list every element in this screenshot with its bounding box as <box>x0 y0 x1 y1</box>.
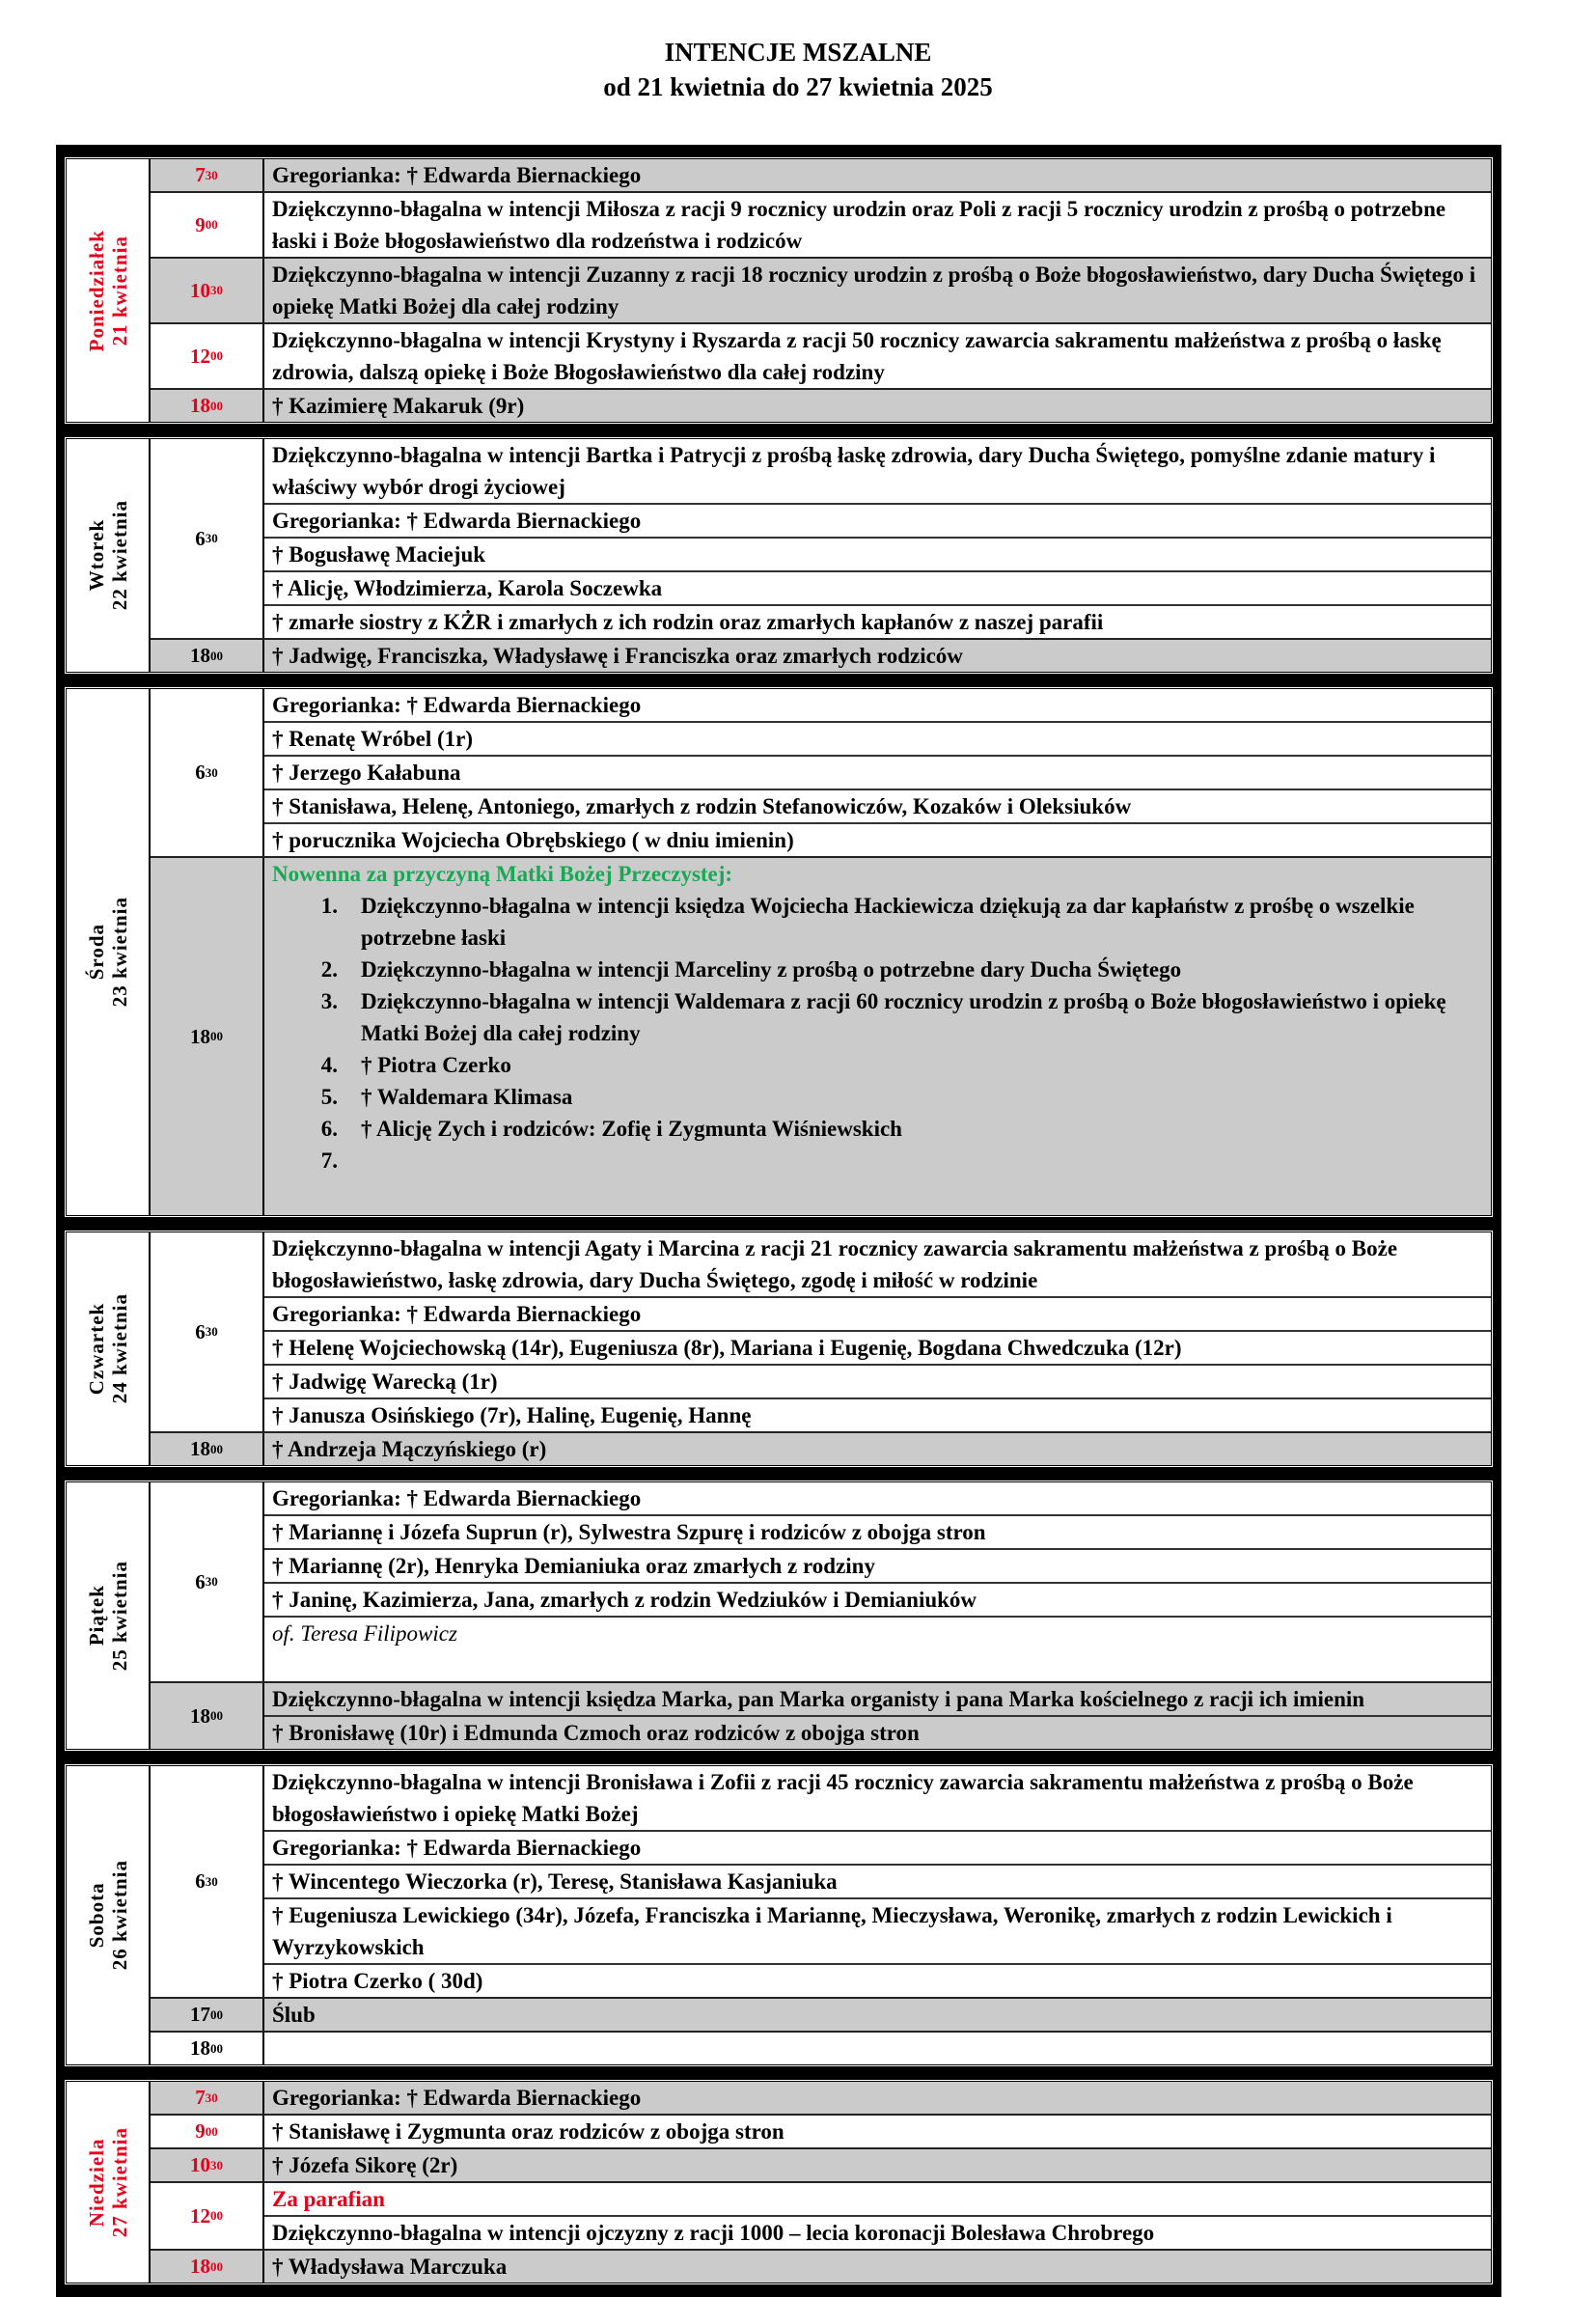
intention: † zmarłe siostry z KŻR i zmarłych z ich rodzin oraz zmarłych kapłanów z naszej parafii <box>272 610 1104 634</box>
intention: Gregorianka: † Edwarda Biernackiego <box>264 1482 1491 1516</box>
intention: Gregorianka: † Edwarda Biernackiego <box>272 2086 642 2110</box>
intention: † Alicję, Włodzimierza, Karola Soczewka <box>264 572 1491 606</box>
intention: † Józefa Sikorę (2r) <box>272 2153 458 2177</box>
novena-item-number: 6. <box>320 1117 338 1141</box>
mass-slot <box>151 259 1491 324</box>
intention: Dziękczynno-błagalna w intencji księdza Marka, pan Marka organisty i pana Marka kościelnego z racji ich imienin <box>264 1683 1491 1717</box>
mass-slot <box>151 640 1491 672</box>
intentions <box>264 324 1491 388</box>
novena-item <box>264 1049 1483 1081</box>
intentions <box>264 439 1491 638</box>
intention: Dziękczynno-błagalna w intencji ojczyzny z racji 1000 – lecia koronacji Bolesława Chrobrego <box>272 2221 1155 2245</box>
intention: † Władysława Marczuka <box>272 2255 508 2279</box>
mass-slot <box>151 439 1491 640</box>
mass-slot <box>151 390 1491 422</box>
day-label <box>67 1232 151 1465</box>
mass-time: 12 00 <box>151 324 264 388</box>
intention: Gregorianka: † Edwarda Biernackiego <box>264 689 1491 723</box>
novena-item-text: † Waldemara Klimasa <box>361 1085 573 1109</box>
day-name-date: Piątek 25 kwietnia <box>84 1560 131 1672</box>
novena-item-number: 3. <box>320 989 338 1013</box>
time-hour: 18 <box>190 2255 210 2278</box>
intentions <box>264 1683 1491 1749</box>
novena <box>264 858 1491 1215</box>
intention: † Jerzego Kałabuna <box>264 757 1491 790</box>
mass-slot <box>151 2251 1491 2283</box>
day-name-date: Środa 23 kwietnia <box>84 897 131 1008</box>
novena-item <box>264 890 1483 954</box>
intention: † Eugeniusza Lewickiego (34r), Józefa, Franciszka i Mariannę, Mieczysława, Weronikę, zmarłych z rodzin Lewickich i Wyrzykowskich <box>264 1899 1491 1965</box>
novena-item-text: † Alicję Zych i rodziców: Zofię i Zygmunta Wiśniewskich <box>361 1117 902 1141</box>
time-slots <box>151 1232 1491 1465</box>
day-label <box>67 689 151 1215</box>
novena-item-text <box>361 1145 1483 1176</box>
novena-item-number: 5. <box>320 1085 338 1109</box>
intention: † Kazimierę Makaruk (9r) <box>272 394 525 418</box>
mass-time: 6 30 <box>151 1232 264 1431</box>
mass-time: 18 00 <box>151 1433 264 1465</box>
novena-item-number: 4. <box>320 1053 338 1077</box>
mass-time: 6 30 <box>151 689 264 856</box>
day-label <box>67 439 151 672</box>
intention: Gregorianka: † Edwarda Biernackiego <box>264 1832 1491 1866</box>
intention: † Andrzeja Mączyńskiego (r) <box>272 1437 547 1461</box>
intention: Gregorianka: † Edwarda Biernackiego <box>272 163 642 187</box>
time-hour: 10 <box>190 2153 210 2176</box>
intention: † Jadwigę, Franciszka, Władysławę i Franciszka oraz zmarłych rodziców <box>272 644 963 668</box>
intention: Za parafian <box>264 2183 1491 2217</box>
mass-slot <box>151 1232 1491 1433</box>
day-label <box>67 2082 151 2283</box>
intentions <box>264 858 1491 1215</box>
time-hour: 12 <box>190 344 210 368</box>
mass-time: 18 00 <box>151 390 264 422</box>
mass-slot <box>151 689 1491 858</box>
intention: Gregorianka: † Edwarda Biernackiego <box>264 505 1491 539</box>
intention: Dziękczynno-błagalna w intencji Bronisława i Zofii z racji 45 rocznicy zawarcia sakramentu małżeństwa z prośbą o Boże błogosławieństwo i opiekę Matki Bożej <box>264 1766 1491 1832</box>
mass-slot <box>151 324 1491 390</box>
mass-slot <box>151 193 1491 259</box>
mass-time: 9 00 <box>151 193 264 257</box>
novena-item-text: Dziękczynno-błagalna w intencji Marceliny z prośbą o potrzebne dary Ducha Świętego <box>361 957 1182 982</box>
novena-item-number: 2. <box>320 957 338 982</box>
intention: † Stanisławę i Zygmunta oraz rodziców z obojga stron <box>272 2119 784 2144</box>
intention: Dziękczynno-błagalna w intencji Agaty i Marcina z racji 21 rocznicy zawarcia sakramentu małżeństwa z prośbą o Boże błogosławieństwo, łaskę zdrowia, dary Ducha Świętego, zgodę i miłość w rodzinie <box>264 1232 1491 1298</box>
time-hour: 7 <box>195 163 206 186</box>
intention: † Janinę, Kazimierza, Jana, zmarłych z rodzin Wedziuków i Demianiuków <box>264 1584 1491 1618</box>
day-name-date: Poniedziałek 21 kwietnia <box>84 229 131 352</box>
time-hour: 18 <box>190 1703 210 1728</box>
intentions <box>264 1999 1491 2031</box>
intention: † Bronisławę (10r) i Edmunda Czmoch oraz rodziców z obojga stron <box>272 1721 920 1745</box>
mass-time: 6 30 <box>151 1482 264 1681</box>
time-slots <box>151 1766 1491 2064</box>
novena-title: Nowenna za przyczyną Matki Bożej Przeczystej: <box>272 862 733 886</box>
mass-slot <box>151 2082 1491 2116</box>
intention: Dziękczynno-błagalna w intencji Miłosza z racji 9 rocznicy urodzin oraz Poli z racji 5 rocznicy urodzin z prośbą o potrzebne łaski i Boże błogosławieństwo dla rodzeństwa i rodziców <box>272 197 1446 253</box>
mass-slot <box>151 2149 1491 2183</box>
page-subtitle: od 21 kwietnia do 27 kwietnia 2025 <box>603 72 993 101</box>
day-block <box>64 1480 1494 1752</box>
intention: † Janusza Osińskiego (7r), Halinę, Eugenię, Hannę <box>272 1403 752 1427</box>
day-name-date: Czwartek 24 kwietnia <box>84 1293 131 1404</box>
time-hour: 9 <box>195 2119 206 2143</box>
time-slots <box>151 159 1491 422</box>
intention: † Renatę Wróbel (1r) <box>264 723 1491 757</box>
mass-slot <box>151 1482 1491 1683</box>
day-block <box>64 1763 1494 2067</box>
intentions <box>264 1232 1491 1431</box>
mass-slot <box>151 1683 1491 1749</box>
day-label <box>67 159 151 422</box>
time-slots <box>151 1482 1491 1749</box>
mass-time: 18 00 <box>151 640 264 672</box>
novena-item <box>264 1081 1483 1113</box>
mass-slot <box>151 2033 1491 2064</box>
day-label <box>67 1482 151 1749</box>
intention: † Jadwigę Warecką (1r) <box>264 1366 1491 1399</box>
day-name-date: Niedziela 27 kwietnia <box>84 2126 131 2238</box>
intention: † Stanisława, Helenę, Antoniego, zmarłych z rodzin Stefanowiczów, Kozaków i Oleksiuków <box>264 790 1491 824</box>
time-hour: 18 <box>190 1437 210 1460</box>
mass-time: 10 30 <box>151 2149 264 2181</box>
intentions <box>264 159 1491 191</box>
intentions <box>264 2116 1491 2147</box>
intentions <box>264 2082 1491 2114</box>
intention: Dziękczynno-błagalna w intencji Krystyny i Ryszarda z racji 50 rocznicy zawarcia sakramentu małżeństwa z prośbą o łaskę zdrowia, dalszą opiekę i Boże Błogosławieństwo dla całej rodziny <box>272 328 1442 384</box>
intention: † Mariannę (2r), Henryka Demianiuka oraz zmarłych z rodziny <box>264 1550 1491 1584</box>
time-hour: 6 <box>195 1869 206 1893</box>
time-hour: 10 <box>190 278 210 302</box>
mass-time: 6 30 <box>151 439 264 638</box>
time-hour: 9 <box>195 212 206 236</box>
novena-item <box>264 1113 1483 1145</box>
intentions <box>264 2183 1491 2249</box>
intentions <box>264 2251 1491 2283</box>
mass-time: 6 30 <box>151 1766 264 1997</box>
intentions <box>264 689 1491 856</box>
day-block <box>64 2079 1494 2285</box>
mass-slot <box>151 1433 1491 1465</box>
mass-time: 12 00 <box>151 2183 264 2249</box>
novena-item <box>264 954 1483 985</box>
intention: † Piotra Czerko ( 30d) <box>272 1969 483 1993</box>
mass-time: 7 30 <box>151 159 264 191</box>
novena-item-text: Dziękczynno-błagalna w intencji Waldemara z racji 60 rocznicy urodzin z prośbą o Boże błogosławieństwo i opiekę Matki Bożej dla całej rodziny <box>361 989 1446 1045</box>
intentions <box>264 193 1491 257</box>
intention: † Bogusławę Maciejuk <box>264 539 1491 572</box>
time-hour: 6 <box>195 526 206 550</box>
intention: † porucznika Wojciecha Obrębskiego ( w dniu imienin) <box>272 828 794 852</box>
intention: Ślub <box>272 2003 316 2027</box>
intentions <box>264 1766 1491 1997</box>
intention: † Wincentego Wieczorka (r), Teresę, Stanisława Kasjaniuka <box>264 1866 1491 1899</box>
mass-slot <box>151 1999 1491 2033</box>
intention: † Helenę Wojciechowską (14r), Eugeniusza (8r), Mariana i Eugenię, Bogdana Chwedczuka (12r) <box>264 1332 1491 1366</box>
time-hour: 18 <box>190 1024 210 1048</box>
day-name-date: Sobota 26 kwietnia <box>84 1860 131 1971</box>
mass-time: 7 30 <box>151 2082 264 2114</box>
novena-item <box>264 985 1483 1049</box>
time-hour: 6 <box>195 1569 206 1593</box>
intention: † Mariannę i Józefa Suprun (r), Sylwestra Szpurę i rodziców z obojga stron <box>264 1516 1491 1550</box>
mass-slot <box>151 159 1491 193</box>
mass-intentions-table <box>56 145 1501 2297</box>
mass-slot <box>151 2116 1491 2149</box>
time-hour: 12 <box>190 2203 210 2228</box>
mass-slot <box>151 1766 1491 1999</box>
intention: Gregorianka: † Edwarda Biernackiego <box>264 1298 1491 1332</box>
intention <box>264 2033 1491 2064</box>
novena-item-text: † Piotra Czerko <box>361 1053 511 1077</box>
time-hour: 18 <box>190 644 210 667</box>
novena-list <box>264 890 1491 1176</box>
time-slots <box>151 689 1491 1215</box>
mass-slot <box>151 2183 1491 2251</box>
novena-item-number: 7. <box>320 1148 338 1173</box>
time-slots <box>151 439 1491 672</box>
intentions <box>264 640 1491 672</box>
intentions <box>264 259 1491 322</box>
mass-slot <box>151 858 1491 1215</box>
time-hour: 18 <box>190 394 210 417</box>
intention: Dziękczynno-błagalna w intencji Zuzanny z racji 18 rocznicy urodzin z prośbą o Boże błogosławieństwo, dary Ducha Świętego i opiekę Matki Bożej dla całej rodziny <box>272 263 1476 318</box>
intentions <box>264 2149 1491 2181</box>
time-hour: 6 <box>195 1319 206 1343</box>
day-block <box>64 1230 1494 1468</box>
day-block <box>64 156 1494 425</box>
intentions <box>264 390 1491 422</box>
time-slots <box>151 2082 1491 2283</box>
mass-time: 18 00 <box>151 858 264 1215</box>
time-hour: 7 <box>195 2086 206 2109</box>
intentions <box>264 2033 1491 2064</box>
mass-time: 9 00 <box>151 2116 264 2147</box>
mass-time: 17 00 <box>151 1999 264 2031</box>
offering-note: of. Teresa Filipowicz <box>272 1621 457 1646</box>
intentions <box>264 1482 1491 1681</box>
page-title: INTENCJE MSZALNE <box>664 38 932 67</box>
day-block <box>64 436 1494 675</box>
mass-time: 18 00 <box>151 2033 264 2064</box>
intentions <box>264 1433 1491 1465</box>
day-block <box>64 686 1494 1218</box>
novena-item-text: Dziękczynno-błagalna w intencji księdza Wojciecha Hackiewicza dziękują za dar kapłaństw z prośbę o wszelkie potrzebne łaski <box>361 894 1415 950</box>
novena-item <box>264 1145 1483 1176</box>
mass-time: 18 00 <box>151 2251 264 2283</box>
intention: Dziękczynno-błagalna w intencji Bartka i Patrycji z prośbą łaskę zdrowia, dary Ducha Świętego, pomyślne zdanie matury i właściwy wybór drogi życiowej <box>264 439 1491 505</box>
day-name-date: Wtorek 22 kwietnia <box>84 500 131 611</box>
mass-time: 18 00 <box>151 1683 264 1749</box>
page-header <box>0 35 1596 104</box>
time-hour: 17 <box>190 2003 210 2026</box>
mass-time: 10 30 <box>151 259 264 322</box>
novena-item-number: 1. <box>320 894 338 918</box>
day-label <box>67 1766 151 2064</box>
time-hour: 6 <box>195 761 206 784</box>
time-hour: 18 <box>190 2036 210 2060</box>
